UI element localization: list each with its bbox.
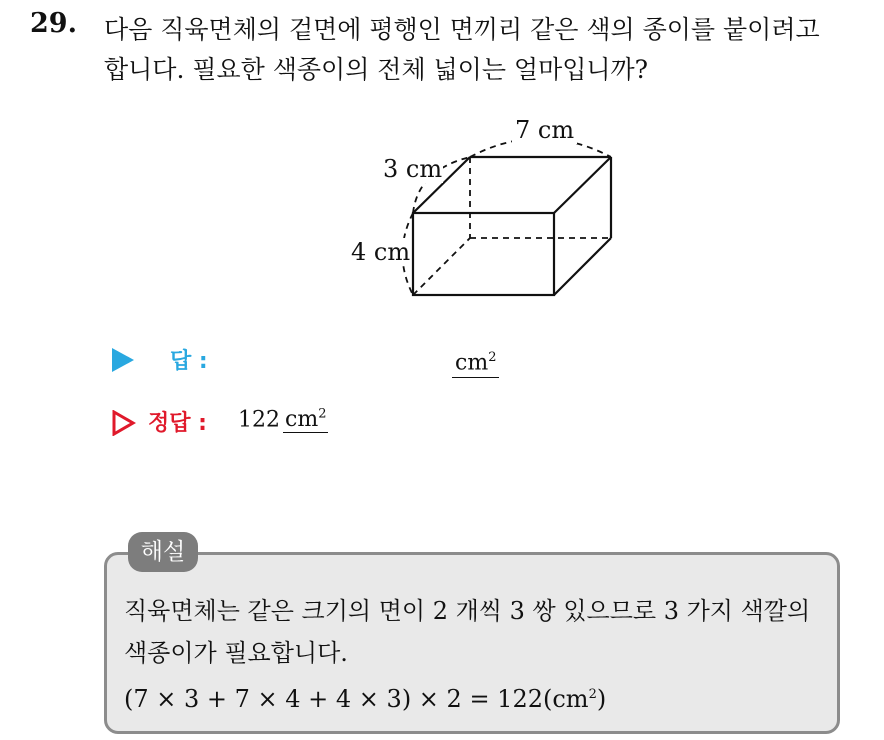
depth-label: 3 cm	[383, 155, 443, 183]
question-text	[104, 10, 864, 90]
answer-marker-icon	[112, 348, 134, 372]
top-right-edge	[554, 157, 611, 213]
correct-answer-row	[112, 404, 532, 440]
explanation-formula	[124, 674, 834, 720]
bottom-right-edge	[554, 238, 611, 295]
explanation-formula-end: )	[596, 685, 607, 713]
explanation-line-1: 직육면체는 같은 크기의 면이 2 개씩 3 쌍 있으므로 3 가지 색깔의	[124, 597, 811, 625]
question-line-1: 다음 직육면체의 겉면에 평행인 면끼리 같은 색의 종이를 붙이려고	[104, 15, 820, 44]
correct-answer-label: 정답 :	[148, 411, 207, 436]
answer-row	[112, 344, 532, 378]
cuboid-figure	[340, 112, 630, 307]
answer-unit-exponent: 2	[488, 350, 497, 365]
explanation-formula-exponent: 2	[588, 687, 597, 702]
cuboid-diagram	[340, 112, 630, 307]
explanation-line-2: 색종이가 필요합니다.	[124, 639, 348, 667]
correct-answer-value: 122	[238, 407, 280, 433]
correct-answer-unit-wrap	[283, 407, 328, 433]
width-label: 7 cm	[512, 116, 577, 144]
correct-answer-unit: cm	[285, 407, 319, 433]
answer-unit: cm	[455, 350, 489, 376]
explanation-text	[124, 590, 834, 720]
correct-answer-value-group	[238, 407, 328, 432]
question-number: 29.	[30, 8, 77, 39]
height-label: 4 cm	[351, 238, 411, 266]
hidden-bottom-left-edge	[413, 238, 470, 295]
correct-answer-unit-exponent: 2	[318, 407, 327, 422]
explanation-formula-main: (7 × 3 + 7 × 4 + 4 × 3) × 2 = 122(cm	[124, 685, 589, 713]
question-line-2: 합니다. 필요한 색종이의 전체 넓이는 얼마입니까?	[104, 55, 649, 84]
explanation-tab: 해설	[128, 532, 198, 572]
answer-label: 답 :	[170, 349, 208, 374]
correct-answer-marker-icon	[112, 410, 136, 436]
answer-input-blank[interactable]	[452, 344, 499, 378]
front-face	[413, 213, 554, 295]
